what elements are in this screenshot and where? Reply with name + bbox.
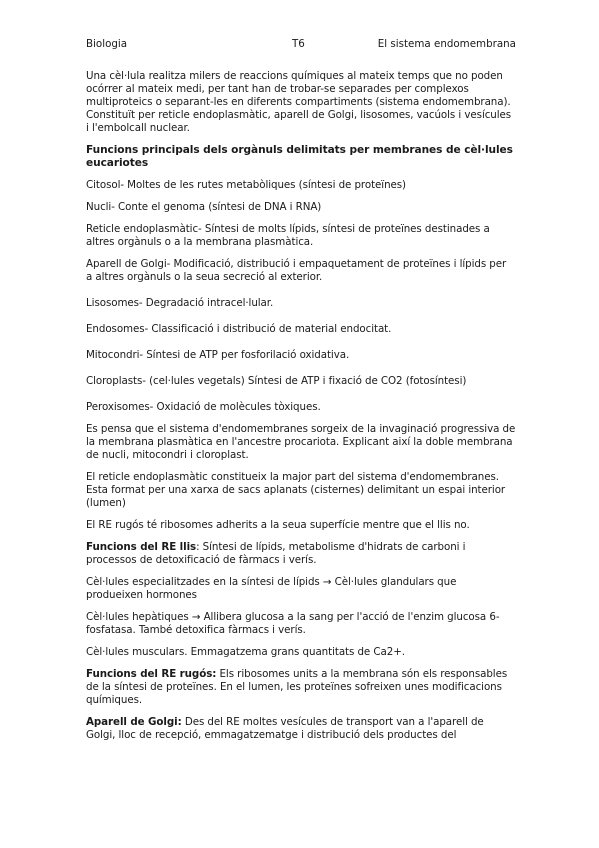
paragraph-origen: Es pensa que el sistema d'endomembranes sorgeix de la invaginació progressiva de la membrana plasmàtica en l'ancestre procariota. Explicant així la doble membrana de nucli, mitocondri i cloroplast.: [86, 423, 516, 461]
section-heading: Funcions principals dels orgànuls delimitats per membranes de cèl·lules eucariotes: [86, 144, 513, 169]
paragraph-re-rugos: [86, 668, 516, 707]
re-rugos-label: Funcions del RE rugós:: [86, 668, 217, 680]
paragraph-reticle-def: El reticle endoplasmàtic constitueix la major part del sistema d'endomembranes. Esta format per una xarxa de sacs aplanats (cisternes) delimitant un espai interior (lumen): [86, 471, 506, 509]
page-header: [86, 37, 516, 51]
golgi-text: Des del RE moltes vesícules de transport van a l'aparell de Golgi, lloc de recepció, emmagatzematge i distribució dels productes del: [86, 716, 484, 741]
organelle-citosol: Citosol- Moltes de les rutes metabòliques (síntesi de proteïnes): [86, 179, 406, 191]
re-llis-label: Funcions del RE llis: [86, 541, 197, 553]
header-unit: T6: [292, 38, 305, 50]
document-body: [86, 70, 516, 742]
golgi-label: Aparell de Golgi:: [86, 716, 182, 728]
organelle-lisosomes: Lisosomes- Degradació intracel·lular.: [86, 297, 274, 309]
header-subject: Biologia: [86, 38, 128, 50]
organelle-cloroplasts: Cloroplasts- (cel·lules vegetals) Síntesi de ATP i fixació de CO2 (fotosíntesi): [86, 375, 467, 387]
paragraph-golgi: [86, 716, 516, 742]
organelle-mitocondri: Mitocondri- Síntesi de ATP per fosforilació oxidativa.: [86, 349, 350, 361]
re-llis-text: : Síntesi de lípids, metabolisme d'hidrats de carboni i processos de detoxificació de fàrmacs i verís.: [86, 541, 466, 566]
paragraph-hepatiques: Cèl·lules hepàtiques → Allibera glucosa a la sang per l'acció de l'enzim glucosa 6-fosfatasa. També detoxifica fàrmacs i verís.: [86, 611, 500, 636]
re-rugos-text: Els ribosomes units a la membrana són els responsables de la síntesi de proteïnes. En el lumen, les proteïnes sofreixen unes modificacions químiques.: [86, 668, 508, 706]
organelle-golgi-line2: a altres orgànuls o la seua secreció al exterior.: [86, 271, 323, 283]
organelle-peroxisomes: Peroxisomes- Oxidació de molècules tòxiques.: [86, 401, 321, 413]
organelle-endosomes: Endosomes- Classificació i distribució de material endocitat.: [86, 323, 392, 335]
intro-paragraph: Una cèl·lula realitza milers de reaccions químiques al mateix temps que no poden ocórrer al mateix medi, per tant han de trobar-se separades per complexos multiproteics o separant-les en diferents compartiments (sistema endomembrana). Constituït per reticle endoplasmàtic, aparell de Golgi, lisosomes, vacúols i vesícules i l'embolcall nuclear.: [86, 70, 512, 134]
paragraph-re-rugos-llis: El RE rugós té ribosomes adherits a la seua superfície mentre que el llis no.: [86, 519, 470, 531]
header-topic: El sistema endomembrana: [377, 38, 516, 50]
organelle-nucli: Nucli- Conte el genoma (síntesi de DNA i RNA): [86, 201, 322, 213]
paragraph-musculars: Cèl·lules musculars. Emmagatzema grans quantitats de Ca2+.: [86, 646, 405, 658]
paragraph-re-llis: [86, 541, 516, 567]
organelle-golgi-line1: Aparell de Golgi- Modificació, distribució i empaquetament de proteïnes i lípids per: [86, 258, 507, 270]
organelle-reticle: Reticle endoplasmàtic- Síntesi de molts lípids, síntesi de proteïnes destinades a altres orgànuls o a la membrana plasmàtica.: [86, 223, 490, 248]
paragraph-lipids: Cèl·lules especialitzades en la síntesi de lípids → Cèl·lules glandulars que produeixen hormones: [86, 576, 457, 601]
